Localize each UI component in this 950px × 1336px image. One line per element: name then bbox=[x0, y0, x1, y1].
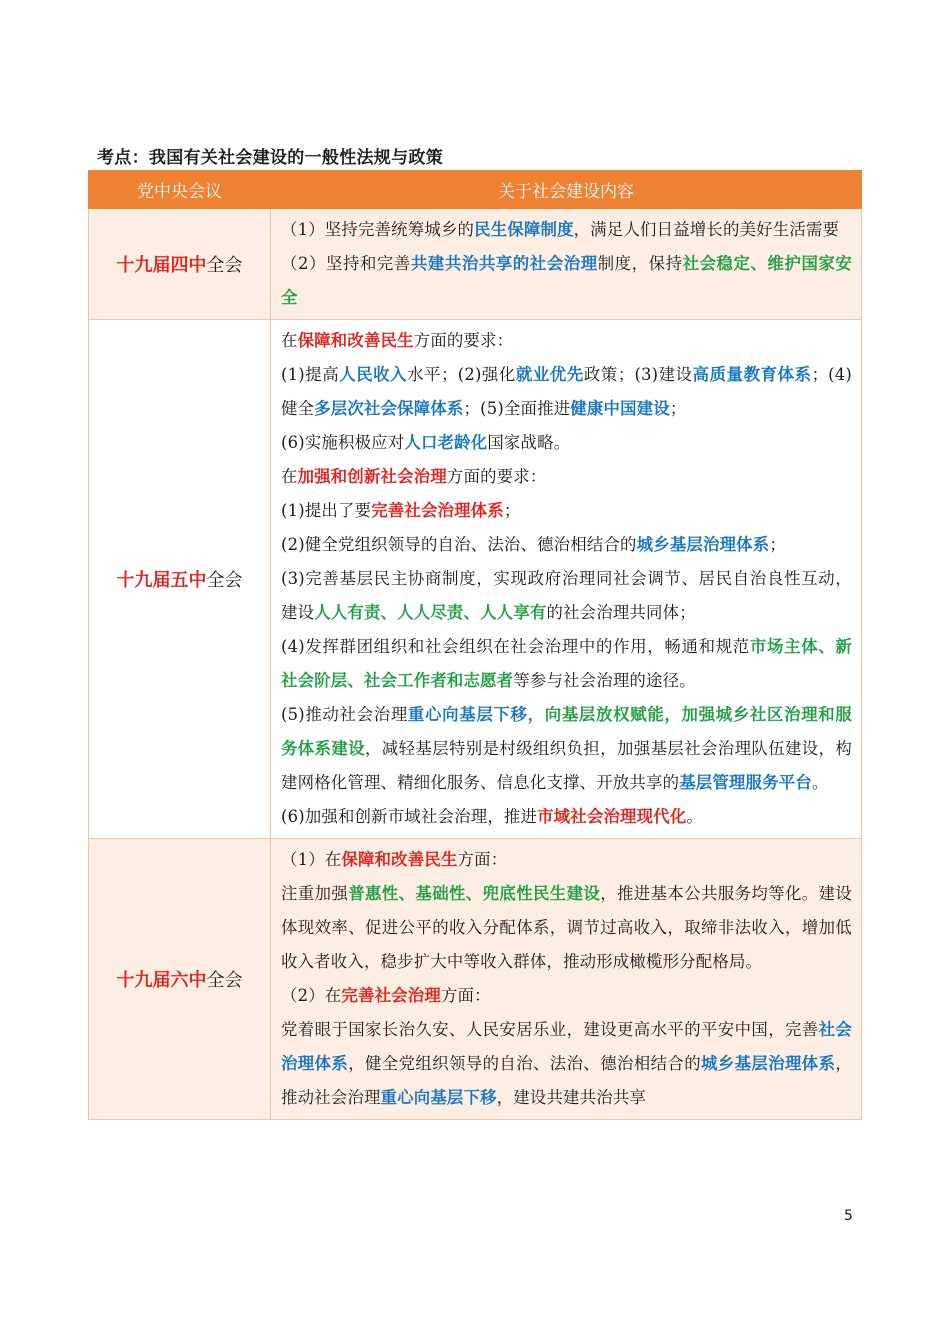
body-text: （2）坚持和完善 bbox=[281, 254, 411, 273]
highlight-text: 城乡基层治理体系 bbox=[636, 535, 770, 554]
highlight-text: 多层次社会保障体系 bbox=[314, 399, 464, 418]
body-text: （1）坚持完善统筹城乡的 bbox=[281, 220, 475, 239]
body-text: 注重加强 bbox=[281, 884, 349, 903]
body-text: (1)提出了要 bbox=[281, 501, 372, 520]
highlight-text: 重心向基层下移 bbox=[407, 705, 528, 724]
highlight-text: 保障和改善民生 bbox=[341, 850, 458, 869]
content-paragraph bbox=[281, 843, 852, 877]
content-paragraph bbox=[281, 630, 852, 698]
body-text: (5)推动社会治理 bbox=[281, 705, 408, 724]
content-paragraph bbox=[281, 426, 852, 460]
body-text: 国家战略。 bbox=[487, 433, 571, 452]
content-paragraph bbox=[281, 494, 852, 528]
highlight-text: 加强和创新社会治理 bbox=[297, 467, 447, 486]
body-text: （2）在 bbox=[281, 986, 342, 1005]
page-title: 考点：我国有关社会建设的一般性法规与政策 bbox=[97, 148, 443, 168]
highlight-text: 民生保障制度 bbox=[474, 220, 574, 239]
content-paragraph bbox=[281, 358, 852, 426]
body-text: 方面的要求： bbox=[446, 467, 547, 486]
highlight-text: 市域社会治理现代化 bbox=[537, 807, 687, 826]
meeting-suffix: 全会 bbox=[206, 570, 243, 591]
highlight-text: 就业优先 bbox=[515, 365, 584, 384]
highlight-text: 社会稳定、维护国家安全 bbox=[281, 254, 853, 307]
highlight-text: 重心向基层下移 bbox=[380, 1088, 497, 1107]
content-paragraph bbox=[281, 460, 852, 494]
content-paragraph bbox=[281, 979, 852, 1013]
body-text: （1）在 bbox=[281, 850, 342, 869]
table-row bbox=[89, 839, 862, 1120]
content-cell bbox=[271, 839, 862, 1120]
body-text: ；(5)全面推进 bbox=[463, 399, 571, 418]
body-text: 方面： bbox=[457, 850, 508, 869]
content-cell bbox=[271, 209, 862, 320]
content-paragraph bbox=[281, 213, 852, 247]
body-text: 。 bbox=[811, 773, 829, 792]
body-text: ；(4)健全 bbox=[281, 365, 852, 418]
body-text: (2)健全党组织领导的自治、法治、德治相结合的 bbox=[281, 535, 637, 554]
meeting-suffix: 全会 bbox=[206, 970, 243, 991]
body-text: 水平；(2)强化 bbox=[407, 365, 516, 384]
body-text: (6)加强和创新市域社会治理，推进 bbox=[281, 807, 538, 826]
body-text: 政策；(3)建设 bbox=[583, 365, 693, 384]
content-paragraph bbox=[281, 800, 852, 834]
content-paragraph bbox=[281, 1013, 852, 1115]
meeting-name: 十九届四中 bbox=[116, 255, 207, 276]
body-text: 方面的要求： bbox=[413, 331, 514, 350]
header-meeting: 党中央会议 bbox=[89, 171, 271, 209]
highlight-text: 健康中国建设 bbox=[570, 399, 670, 418]
highlight-text: 普惠性、基础性、兜底性民生建设 bbox=[348, 884, 601, 903]
body-text: ，满足人们日益增长的美好生活需要 bbox=[573, 220, 840, 239]
highlight-text: 人人有责、人人尽责、人人享有 bbox=[314, 603, 547, 622]
body-text: ，建设共建共治共享 bbox=[496, 1088, 647, 1107]
policy-table bbox=[88, 170, 862, 1120]
highlight-text: 基层管理服务平台 bbox=[679, 773, 812, 792]
meeting-suffix: 全会 bbox=[206, 255, 243, 276]
highlight-text: ，向基层放权赋能，加强城乡社区治理和服务体系建设 bbox=[281, 705, 852, 758]
highlight-text: 人口老龄化 bbox=[404, 433, 488, 452]
highlight-text: 高质量教育体系 bbox=[692, 365, 812, 384]
content-paragraph bbox=[281, 562, 852, 630]
table-row bbox=[89, 320, 862, 839]
body-text: ； bbox=[769, 535, 786, 554]
content-paragraph bbox=[281, 528, 852, 562]
body-text: (4)发挥群团组织和社会组织在社会治理中的作用，畅通和规范 bbox=[281, 637, 750, 656]
body-text: 制度，保持 bbox=[597, 254, 683, 273]
highlight-text: 社会治理体系 bbox=[281, 1020, 852, 1073]
body-text: ； bbox=[669, 399, 687, 418]
body-text: 的社会治理共同体； bbox=[546, 603, 696, 622]
highlight-text: 完善社会治理体系 bbox=[371, 501, 504, 520]
highlight-text: 共建共治共享的社会治理 bbox=[410, 254, 598, 273]
highlight-text: 人民收入 bbox=[339, 365, 408, 384]
body-text: ，健全党组织领导的自治、法治、德治相结合的 bbox=[348, 1054, 701, 1073]
body-text: ； bbox=[503, 501, 521, 520]
body-text: 等参与社会治理的途径。 bbox=[513, 671, 696, 690]
content-paragraph bbox=[281, 247, 852, 315]
content-cell bbox=[271, 320, 862, 839]
body-text: (6)实施积极应对 bbox=[281, 433, 405, 452]
content-paragraph bbox=[281, 698, 852, 800]
highlight-text: 保障和改善民生 bbox=[297, 331, 414, 350]
meeting-name: 十九届五中 bbox=[116, 570, 207, 591]
body-text: 在 bbox=[281, 331, 298, 350]
highlight-text: 市场主体、新社会阶层、社会工作者和志愿者 bbox=[281, 637, 852, 690]
meeting-cell bbox=[89, 839, 271, 1120]
body-text: (3)完善基层民主协商制度，实现政府治理同社会调节、居民自治良性互动，建设 bbox=[281, 569, 852, 622]
body-text: 方面： bbox=[440, 986, 491, 1005]
content-paragraph bbox=[281, 877, 852, 979]
meeting-name: 十九届六中 bbox=[116, 970, 207, 991]
page-number: 5 bbox=[844, 1208, 853, 1224]
table-row bbox=[89, 209, 862, 320]
body-text: ，推动社会治理 bbox=[281, 1054, 852, 1107]
highlight-text: 完善社会治理 bbox=[341, 986, 441, 1005]
body-text: ，推进基本公共服务均等化。建设体现效率、促进公平的收入分配体系，调节过高收入，取缔非法收入，增加低收入者收入，稳步扩大中等收入群体，推动形成橄榄形分配格局。 bbox=[281, 884, 852, 971]
body-text: 。 bbox=[686, 807, 704, 826]
body-text: (1)提高 bbox=[281, 365, 340, 384]
highlight-text: 城乡基层治理体系 bbox=[701, 1054, 836, 1073]
body-text: 在 bbox=[281, 467, 298, 486]
meeting-cell bbox=[89, 320, 271, 839]
body-text: 党着眼于国家长治久安、人民安居乐业，建设更高水平的平安中国，完善 bbox=[281, 1020, 819, 1039]
content-paragraph bbox=[281, 324, 852, 358]
meeting-cell bbox=[89, 209, 271, 320]
table-header-row bbox=[89, 171, 862, 209]
header-content: 关于社会建设内容 bbox=[271, 171, 862, 209]
body-text: ，减轻基层特别是村级组织负担，加强基层社会治理队伍建设，构建网格化管理、精细化服务、信息化支撑、开放共享的 bbox=[281, 739, 852, 792]
